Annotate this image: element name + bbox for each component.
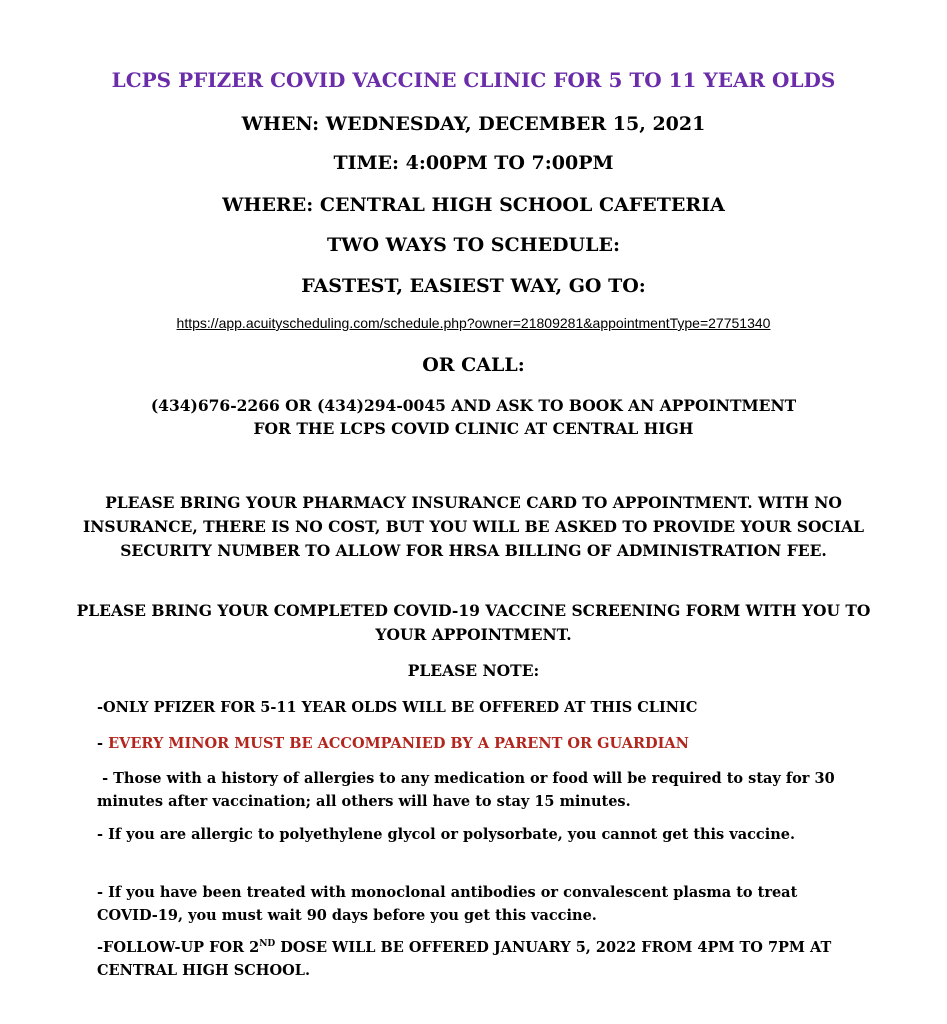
scheduling-link[interactable]: https://app.acuityscheduling.com/schedule.php?owner=21809281&appointmentType=27751340 xyxy=(176,315,771,331)
minor-warning: EVERY MINOR MUST BE ACCOMPANIED BY A PARENT OR GUARDIAN xyxy=(108,735,689,752)
ordinal-suffix: ND xyxy=(259,939,276,950)
schedule-heading: TWO WAYS TO SCHEDULE: xyxy=(327,234,620,256)
online-schedule-heading: FASTEST, EASIEST WAY, GO TO: xyxy=(301,275,646,297)
note-minor-accompanied xyxy=(97,732,857,755)
flyer-title: LCPS PFIZER COVID VACCINE CLINIC FOR 5 TO 11 YEAR OLDS xyxy=(111,68,836,92)
note-allergy-wait: - Those with a history of allergies to any medication or food will be required to stay for 30 minutes after vaccination; all others will have to stay 15 minutes. xyxy=(97,770,840,810)
insurance-notice: PLEASE BRING YOUR PHARMACY INSURANCE CARD TO APPOINTMENT. WITH NO INSURANCE, THERE IS NO COST, BUT YOU WILL BE ASKED TO PROVIDE YOUR SOCIAL SECURITY NUMBER TO ALLOW FOR HRSA BILLING OF ADMINISTRATION FEE. xyxy=(82,493,865,560)
phone-instructions-line-2: FOR THE LCPS COVID CLINIC AT CENTRAL HIGH xyxy=(253,419,694,438)
event-date: WHEN: WEDNESDAY, DECEMBER 15, 2021 xyxy=(241,113,706,135)
event-time: TIME: 4:00PM TO 7:00PM xyxy=(333,152,614,174)
followup-text-start: -FOLLOW-UP FOR 2 xyxy=(97,939,260,956)
phone-instructions-line-1: (434)676-2266 OR (434)294-0045 AND ASK TO BOOK AN APPOINTMENT xyxy=(150,396,797,415)
note-dash: - xyxy=(97,735,109,752)
please-note-heading: PLEASE NOTE: xyxy=(407,661,540,680)
note-peg-allergy: - If you are allergic to polyethylene glycol or polysorbate, you cannot get this vaccine. xyxy=(97,826,796,843)
event-location: WHERE: CENTRAL HIGH SCHOOL CAFETERIA xyxy=(222,194,725,216)
call-heading: OR CALL: xyxy=(422,354,525,376)
note-pfizer-only: -ONLY PFIZER FOR 5-11 YEAR OLDS WILL BE OFFERED AT THIS CLINIC xyxy=(97,699,698,716)
screening-form-notice: PLEASE BRING YOUR COMPLETED COVID-19 VACCINE SCREENING FORM WITH YOU TO YOUR APPOINTMENT. xyxy=(76,601,871,644)
note-followup-dose xyxy=(97,936,857,982)
note-antibody-wait: - If you have been treated with monoclonal antibodies or convalescent plasma to treat COVID-19, you must wait 90 days before you get this vaccine. xyxy=(97,884,798,924)
followup-text-end: DOSE WILL BE OFFERED JANUARY 5, 2022 FROM 4PM TO 7PM AT CENTRAL HIGH SCHOOL. xyxy=(97,939,832,979)
